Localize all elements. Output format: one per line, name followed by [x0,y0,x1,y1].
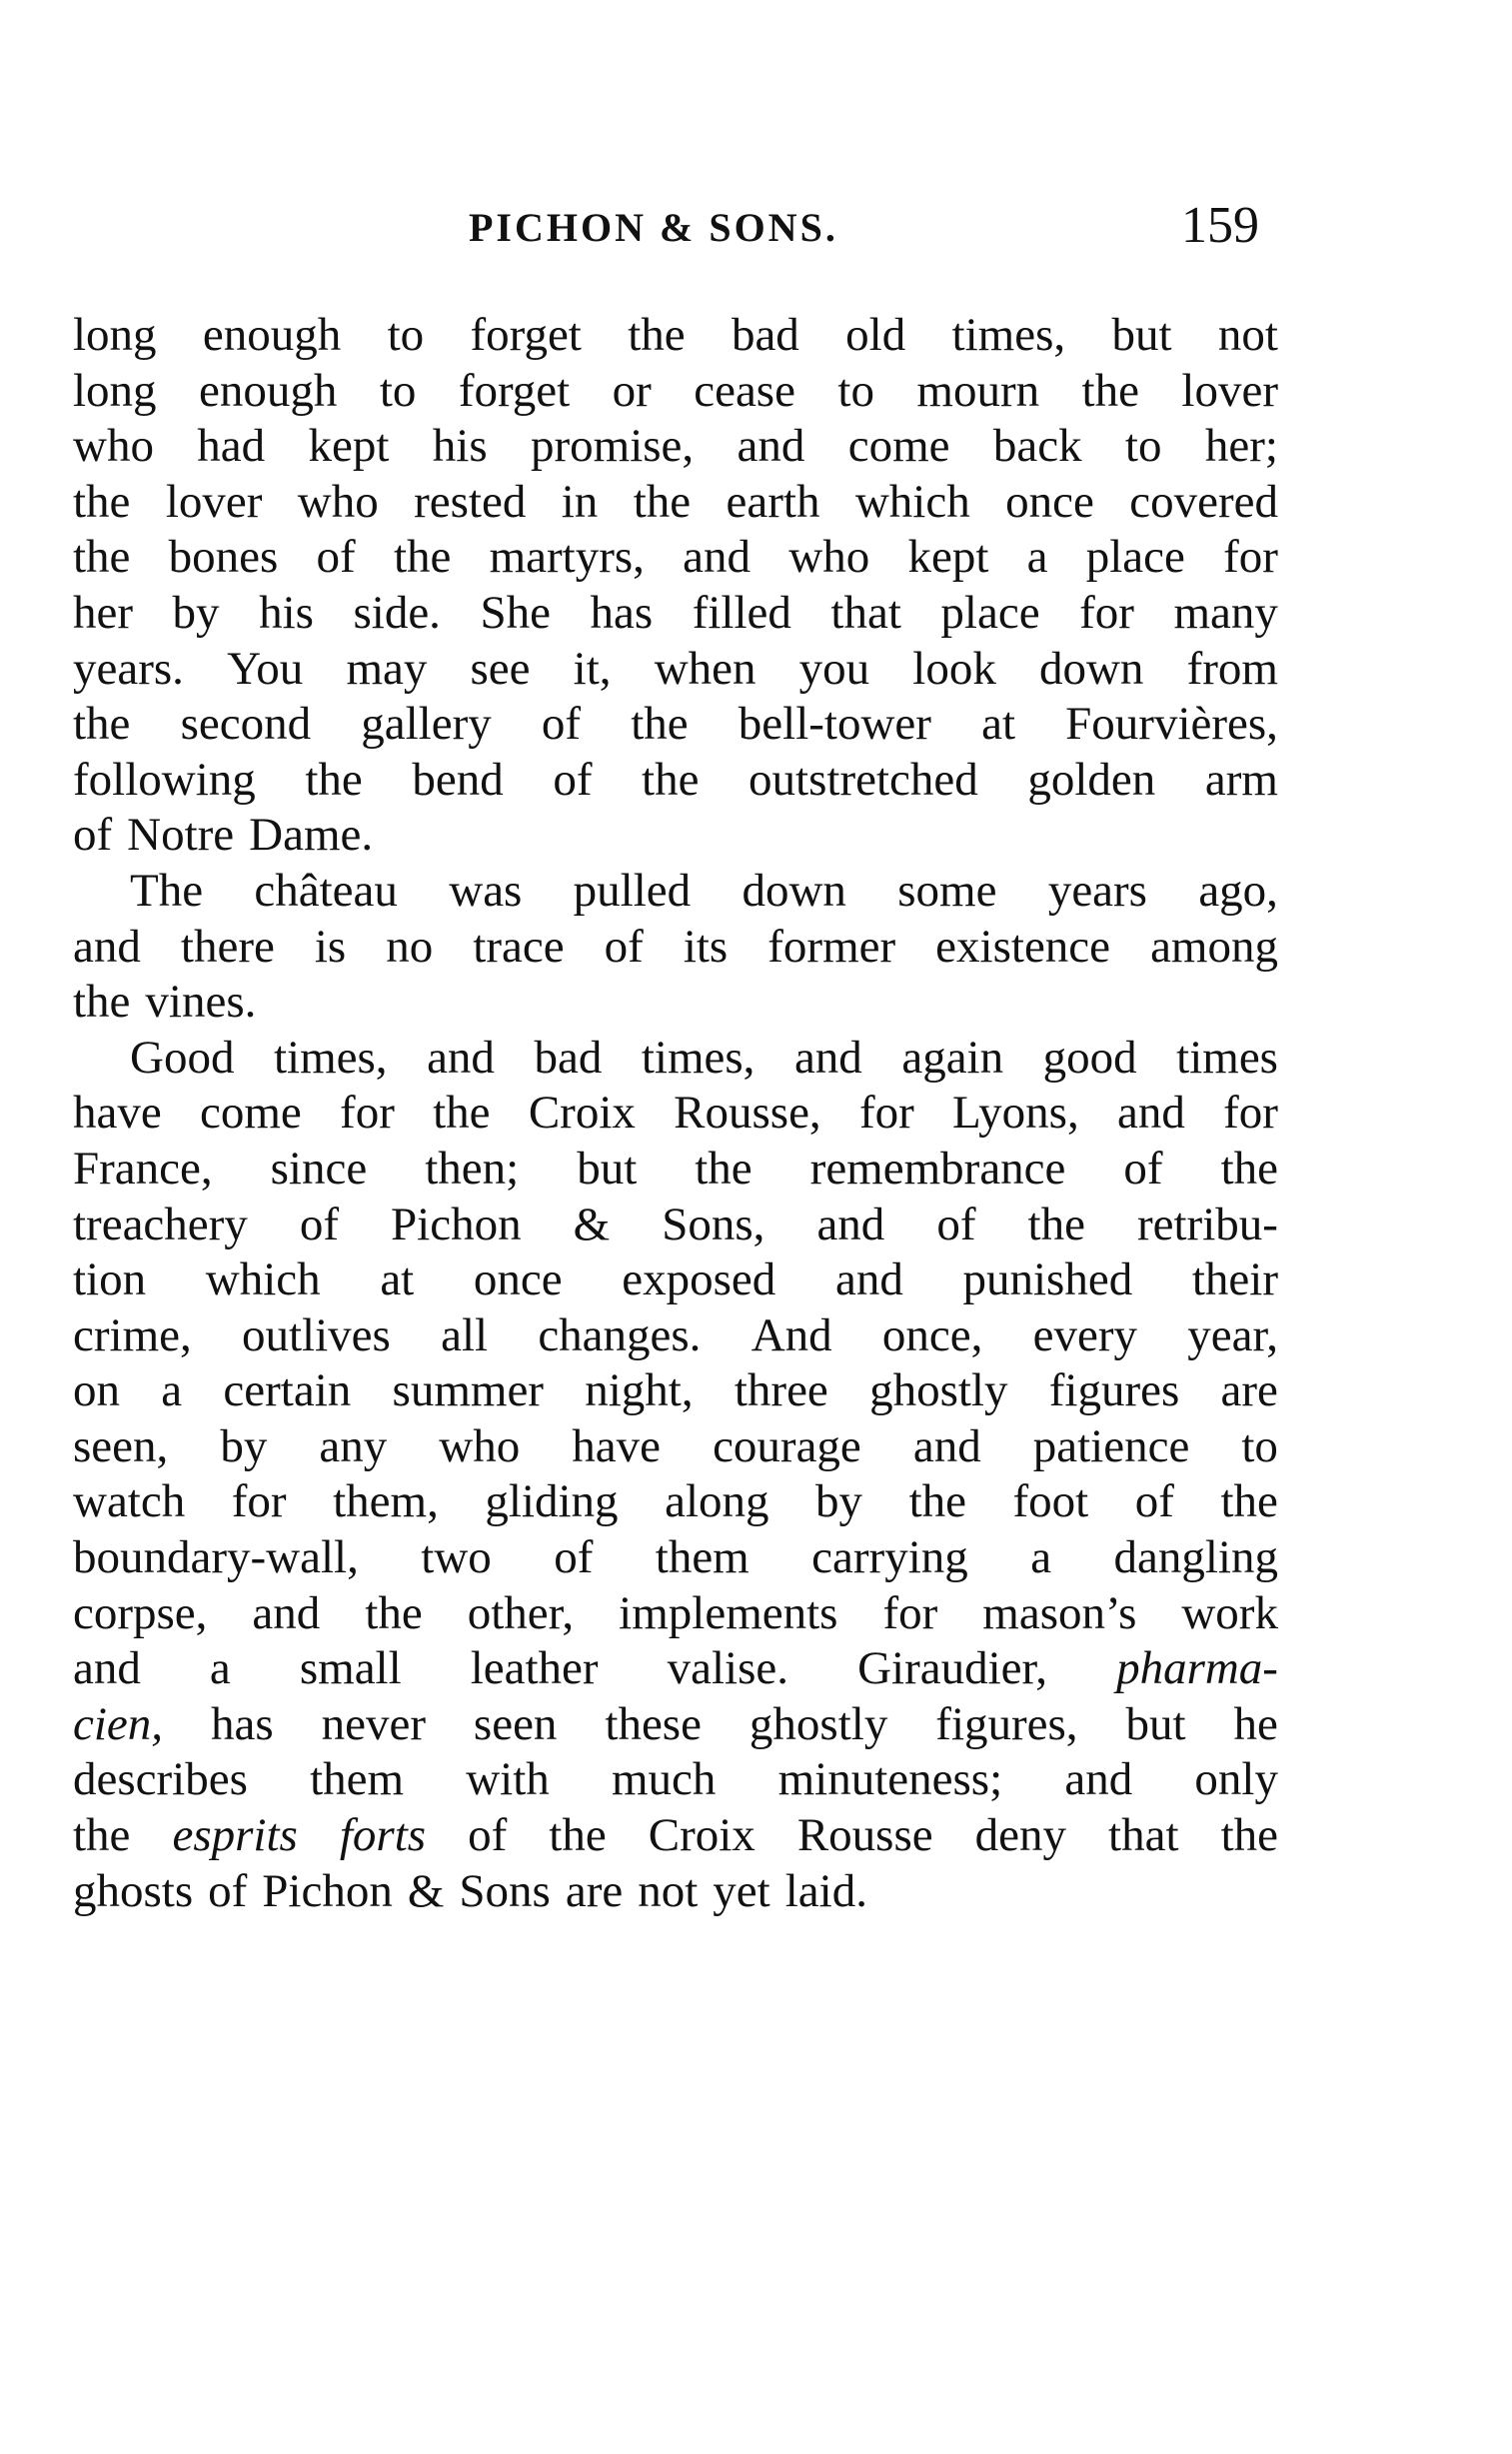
word: the [73,698,131,751]
word: but [577,1142,638,1195]
word: the [73,531,131,584]
word: any [319,1419,388,1472]
word: when [654,642,756,695]
word: pulled [573,864,692,917]
word: boundary-wall, [73,1531,359,1584]
word: look [912,642,996,695]
word: much [611,1753,717,1806]
word: figures [1048,1364,1180,1417]
text-line [73,1308,1278,1364]
word: Croix [648,1809,756,1862]
word: some [897,864,997,917]
text-line [73,1641,1278,1697]
word: implements [619,1586,838,1639]
word: seen [473,1697,558,1750]
word: side. [353,586,441,639]
word: golden [1027,753,1156,806]
word: once, [881,1308,983,1361]
text-line [73,1864,1278,1920]
word: who [73,420,154,473]
word: to [1124,420,1162,473]
word: bad [534,1031,603,1084]
word: years. [73,642,184,695]
word: once [1005,475,1094,528]
word: small [299,1642,402,1695]
word: and [683,531,752,584]
word: of [554,1531,594,1584]
word: and [73,920,141,973]
word: he [1233,1697,1278,1750]
word: second [180,698,312,751]
word: changes. [538,1308,702,1361]
text-line [73,697,1278,753]
word: and [737,420,805,473]
word: the [695,1142,753,1195]
word: Giraudier, [857,1642,1048,1695]
word: with [466,1753,550,1806]
word: forget [458,364,571,417]
word: times, [951,309,1066,361]
word: arm [1204,753,1278,806]
word: may [346,642,428,695]
word: but [1111,309,1172,361]
word: leather [470,1642,599,1695]
word: of [468,1809,508,1862]
word: are [565,1864,624,1917]
word: Fourvières, [1065,698,1278,751]
word: She [480,586,551,639]
word: a [1030,1531,1052,1584]
word: times, [273,1031,388,1084]
word: bell-tower [738,698,931,751]
word: only [1194,1753,1278,1806]
word: the [393,531,452,584]
word: which [205,1253,321,1306]
text-line [73,530,1278,586]
word: for [882,1586,938,1639]
text-line [73,1808,1278,1864]
word: the [633,475,692,528]
text-line [73,586,1278,642]
word: the [1027,1198,1085,1250]
word: see [470,642,531,695]
word: treachery [73,1198,248,1250]
word: earth [726,475,820,528]
word: for [340,1087,395,1140]
word: of [1123,1142,1163,1195]
word: martyrs, [489,531,645,584]
word: but [1125,1697,1186,1750]
word: have [572,1419,662,1472]
word: years [1047,864,1147,917]
word: ago, [1198,864,1278,917]
word: a [1026,531,1048,584]
word: Good [130,1031,235,1084]
word: that [830,586,901,639]
word: has [210,1697,274,1750]
word: bones [168,531,279,584]
word: the [1081,364,1139,417]
word: and [1064,1753,1133,1806]
word: and [912,1419,981,1472]
word: in [561,475,599,528]
word: exposed [622,1253,776,1306]
word: kept [907,531,989,584]
word: at [380,1253,415,1306]
word: many [1173,586,1278,639]
word: Sons [459,1864,551,1917]
word: bend [412,753,504,806]
word: was [449,864,523,917]
word: outlives [242,1308,391,1361]
word: to [1241,1419,1278,1472]
word: them [310,1753,405,1806]
page-number: 159 [1181,197,1259,254]
word: cease [694,364,795,417]
word: two [421,1531,492,1584]
word: you [798,642,870,695]
word: to [379,364,417,417]
text-line [73,1586,1278,1642]
running-title: PICHON & SONS. [469,205,838,250]
word: by [172,586,220,639]
word: the [305,753,363,806]
word: retribu- [1136,1198,1278,1250]
word: certain [223,1364,352,1417]
word: The [130,864,204,917]
word: for [1223,531,1278,584]
word: and [427,1031,495,1084]
word: And [751,1308,832,1361]
word: them, [333,1475,439,1528]
word: these [605,1697,702,1750]
word: of [541,698,582,751]
word: corpse, [73,1586,208,1639]
word: ghostly [749,1697,888,1750]
word: forts [339,1809,427,1862]
word: and [793,1031,862,1084]
text-line [73,1252,1278,1308]
word: the [433,1087,491,1140]
word: for [1223,1087,1278,1140]
word: esprits [172,1809,298,1862]
word: is [314,920,347,973]
word: work [1181,1586,1278,1639]
word: seen, [73,1419,169,1472]
word: no [386,920,434,973]
text-line [73,308,1278,364]
word: France, [73,1142,213,1195]
text-line [73,1474,1278,1530]
word: along [665,1475,769,1528]
word: vines. [145,976,257,1029]
word: who [297,475,379,528]
word: of [936,1198,976,1250]
word: summer [392,1364,544,1417]
text-line [73,753,1278,809]
word: times, [641,1031,756,1084]
word: pharma- [1116,1642,1278,1695]
text-line [73,808,1278,864]
word: never [321,1697,426,1750]
word: all [441,1308,489,1361]
word: the [73,475,131,528]
word: minuteness; [777,1753,1003,1806]
word: Croix [528,1087,636,1140]
word: Rousse, [674,1087,821,1140]
word: have [73,1087,162,1140]
word: valise. [667,1642,789,1695]
word: and [816,1198,885,1250]
word: old [845,309,906,361]
text-line [73,1363,1278,1419]
word: the [908,1475,966,1528]
text-line [73,1419,1278,1475]
word: Rousse [796,1809,933,1862]
word: of [73,809,113,862]
word: the [642,753,700,806]
running-head [0,197,1512,260]
word: who [788,531,870,584]
word: down [742,864,846,917]
word: from [1186,642,1278,695]
word: or [612,364,652,417]
word: enough [199,364,338,417]
word: come [200,1087,302,1140]
word: which [854,475,970,528]
word: covered [1129,475,1278,528]
word: tion [73,1253,147,1306]
word: outstretched [749,753,978,806]
word: the [549,1809,607,1862]
word: patience [1032,1419,1190,1472]
text-line [73,1752,1278,1808]
word: of [1134,1475,1174,1528]
word: château [254,864,398,917]
word: the [631,698,689,751]
word: carrying [811,1531,968,1584]
word: mason’s [982,1586,1137,1639]
text-line [73,1198,1278,1253]
word: cien, [73,1697,164,1750]
word: the [1220,1809,1278,1862]
word: on [73,1364,120,1417]
word: then; [425,1142,520,1195]
word: and [73,1642,141,1695]
word: the [73,976,131,1029]
word: kept [308,420,390,473]
word: Dame. [249,809,374,862]
text-line [73,419,1278,475]
word: by [815,1475,863,1528]
word: & [573,1198,611,1250]
word: who [439,1419,521,1472]
word: other, [467,1586,575,1639]
word: the [1220,1142,1278,1195]
word: foot [1012,1475,1089,1528]
word: are [1220,1364,1278,1417]
word: of [316,531,356,584]
word: watch [73,1475,186,1528]
body-text [73,308,1278,1919]
word: them [655,1531,750,1584]
word: the [1220,1475,1278,1528]
word: figures, [935,1697,1078,1750]
word: its [683,920,729,973]
word: three [734,1364,828,1417]
word: of [208,1864,248,1917]
word: the [628,309,686,361]
word: there [180,920,275,973]
word: times [1176,1031,1278,1084]
word: place [1085,531,1185,584]
word: for [231,1475,287,1528]
word: night, [585,1364,694,1417]
word: among [1150,920,1278,973]
word: the [73,1809,131,1862]
word: describes [73,1753,248,1806]
word: Pichon [262,1864,393,1917]
text-line [73,1031,1278,1087]
word: year, [1187,1308,1278,1361]
word: had [197,420,266,473]
word: a [161,1364,183,1417]
word: for [1079,586,1134,639]
word: their [1191,1253,1278,1306]
word: You [227,642,304,695]
text-line [73,1697,1278,1753]
word: to [387,309,425,361]
word: again [901,1031,1004,1084]
word: a [209,1642,231,1695]
word: back [992,420,1082,473]
word: deny [974,1809,1067,1862]
word: promise, [530,420,695,473]
word: by [220,1419,268,1472]
text-line [73,975,1278,1031]
word: existence [935,920,1111,973]
word: forget [470,309,582,361]
word: his [432,420,488,473]
word: rested [414,475,527,528]
word: every [1032,1308,1137,1361]
word: long [73,364,157,417]
word: her; [1204,420,1278,473]
word: dangling [1113,1531,1278,1584]
word: Pichon [391,1198,522,1250]
word: his [259,586,314,639]
word: not [638,1864,699,1917]
word: courage [713,1419,861,1472]
word: enough [202,309,342,361]
word: gliding [485,1475,619,1528]
word: Lyons, [952,1087,1079,1140]
word: good [1042,1031,1137,1084]
word: since [270,1142,368,1195]
word: down [1038,642,1144,695]
word: & [407,1864,445,1917]
word: once [473,1253,563,1306]
word: lover [1181,364,1278,417]
text-line [73,1142,1278,1198]
word: to [837,364,874,417]
word: gallery [361,698,492,751]
word: of [299,1198,339,1250]
text-line [73,1530,1278,1586]
text-line [73,364,1278,420]
word: bad [731,309,799,361]
text-line [73,920,1278,976]
word: of [553,753,593,806]
word: filled [692,586,791,639]
word: has [590,586,654,639]
word: not [1217,309,1278,361]
word: at [981,698,1016,751]
word: of [604,920,644,973]
text-line [73,475,1278,531]
word: her [73,586,134,639]
word: and [252,1586,321,1639]
word: and [1116,1087,1185,1140]
word: long [73,309,157,361]
word: ghosts [73,1864,194,1917]
word: trace [473,920,565,973]
word: that [1108,1809,1179,1862]
word: come [847,420,950,473]
word: following [73,753,256,806]
word: punished [962,1253,1133,1306]
word: it, [573,642,612,695]
text-line [73,1086,1278,1142]
word: crime, [73,1308,192,1361]
word: place [940,586,1040,639]
text-line [73,864,1278,920]
word: laid. [784,1864,867,1917]
word: the [365,1586,423,1639]
word: lover [165,475,263,528]
word: for [858,1087,914,1140]
word: mourn [916,364,1040,417]
text-line [73,642,1278,698]
word: Notre [127,809,235,862]
word: yet [713,1864,770,1917]
word: and [834,1253,903,1306]
word: former [767,920,896,973]
word: Sons, [662,1198,765,1250]
word: remembrance [809,1142,1066,1195]
word: ghostly [869,1364,1008,1417]
